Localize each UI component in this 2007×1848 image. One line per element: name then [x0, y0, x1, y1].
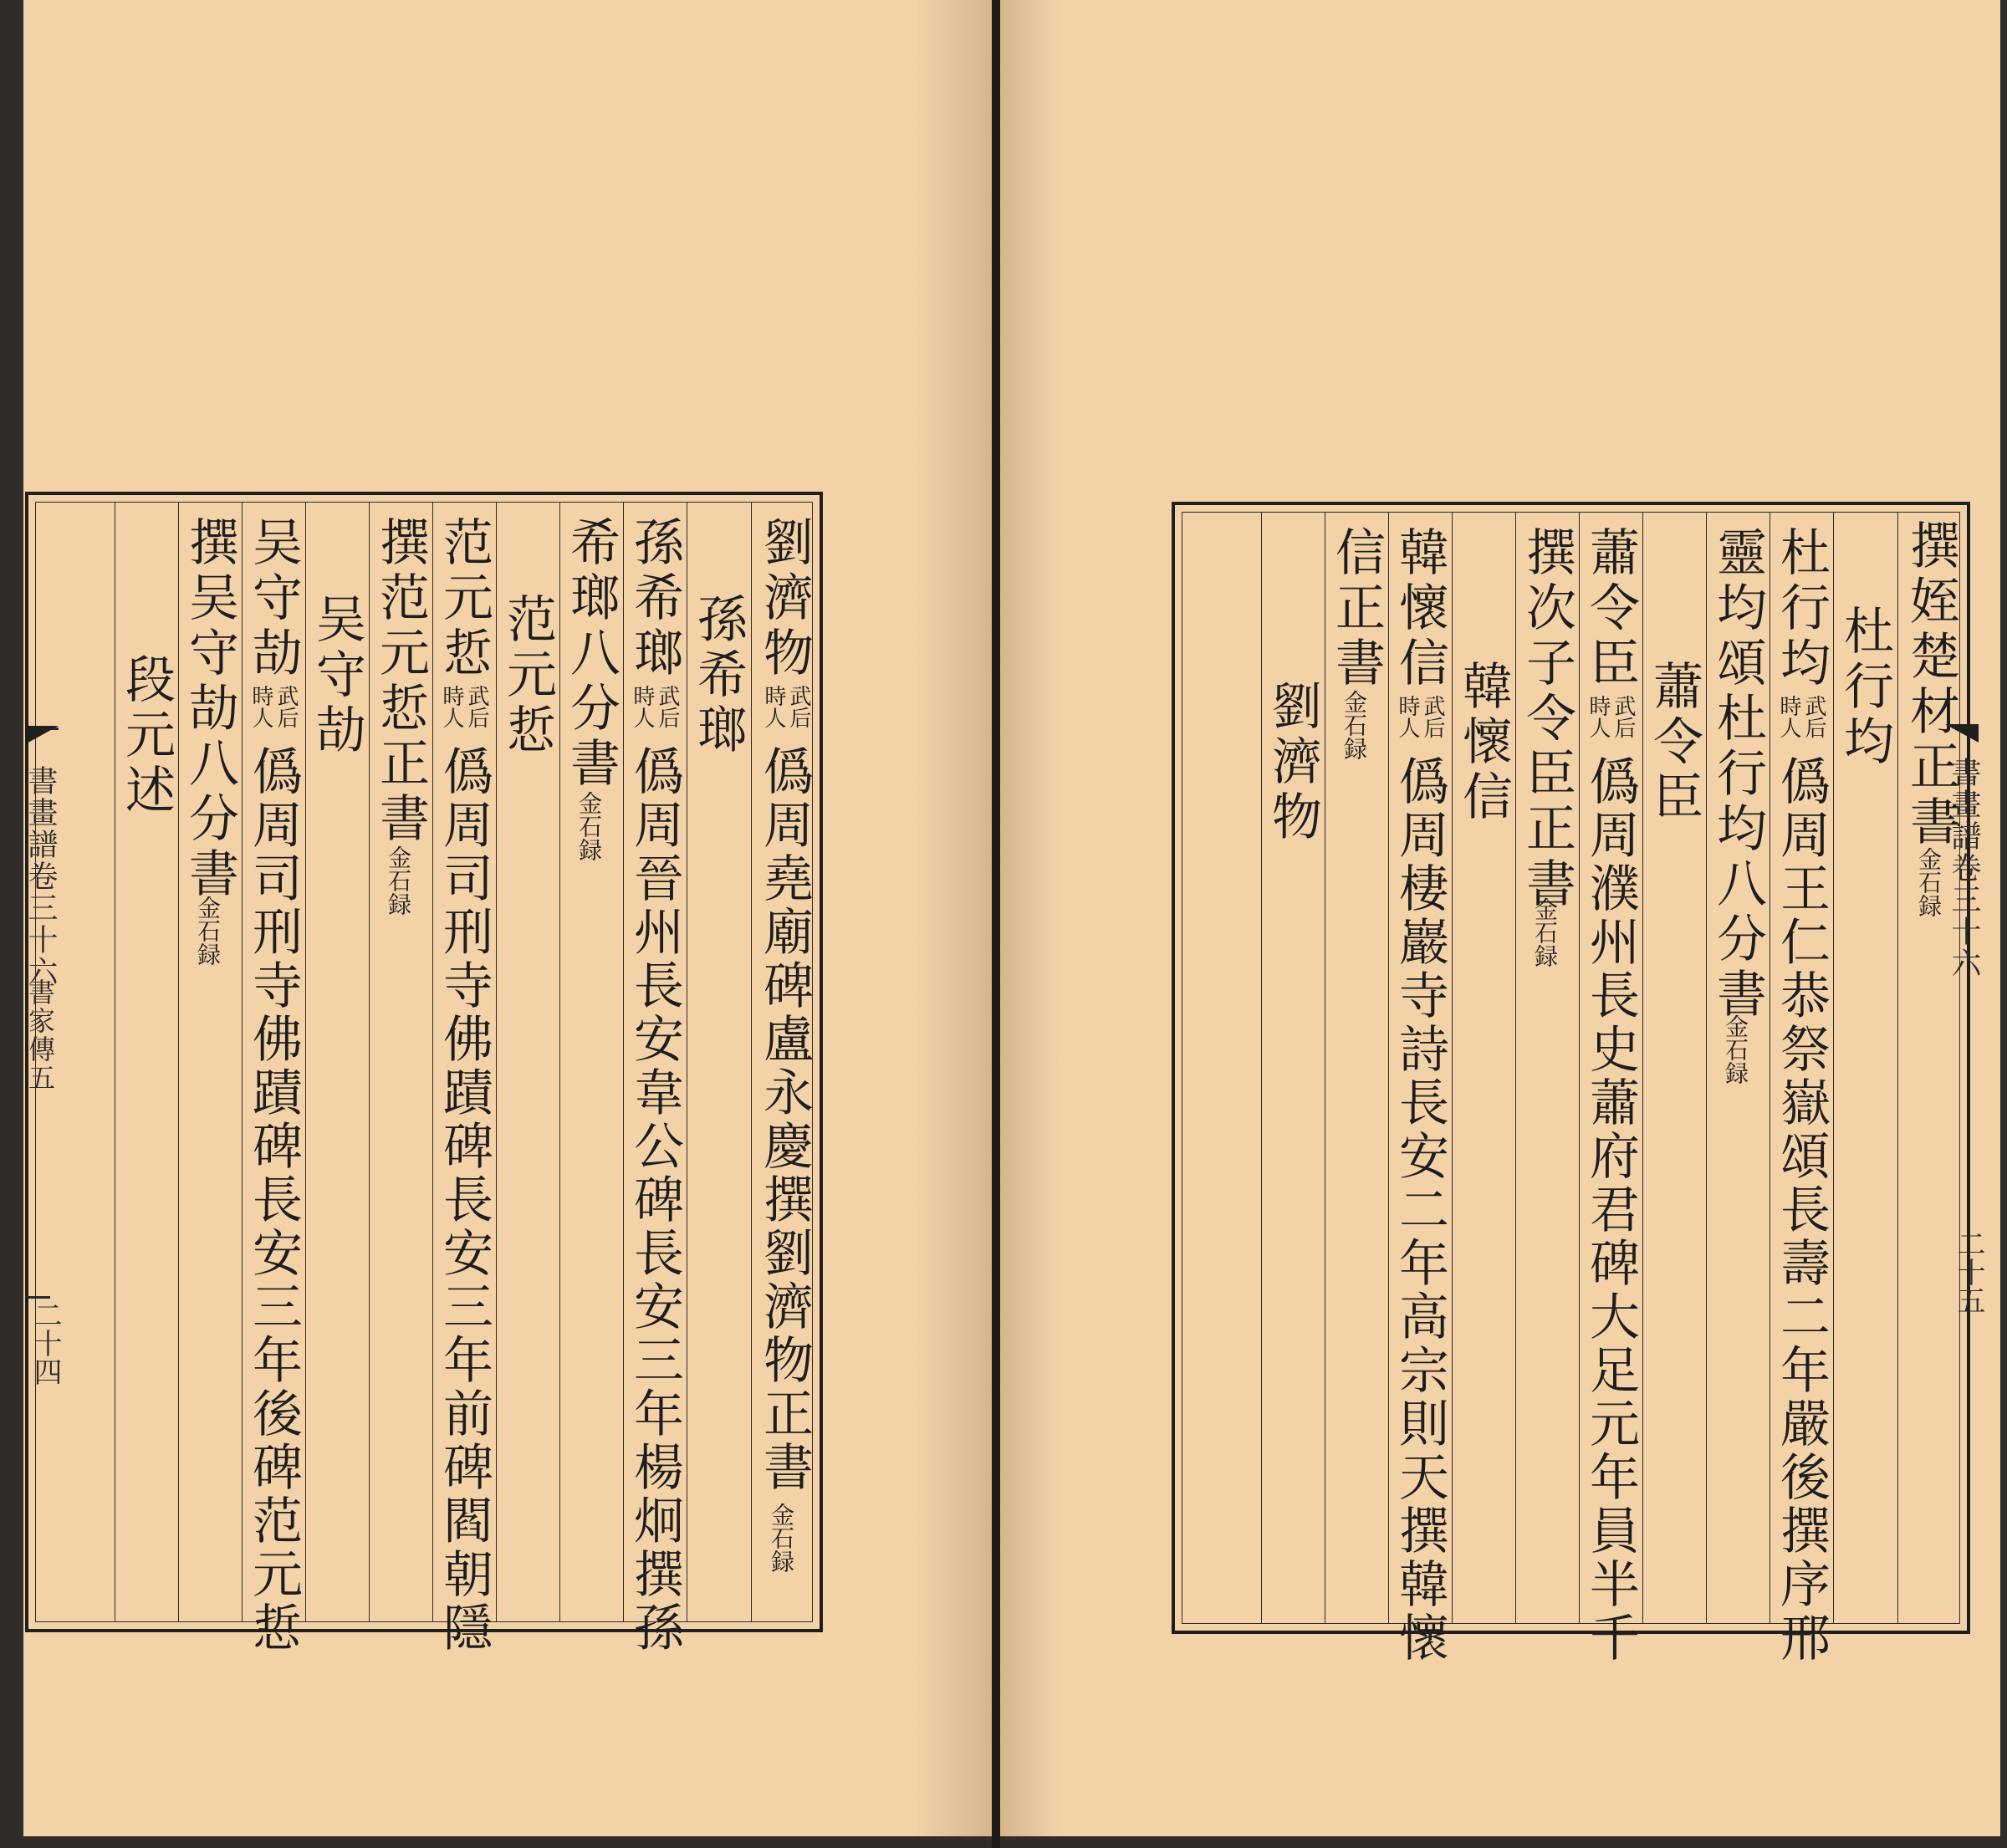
column-text: 蕭令臣 [1581, 526, 1640, 692]
column-note: 武后時人 [630, 685, 680, 728]
right-column-6 [1579, 513, 1642, 1665]
left-margin-section: 書家傳五 [24, 978, 56, 1092]
right-fishtail-ornament [1945, 724, 1979, 743]
right-margin-label: 書畫譜卷三十六 [1947, 757, 1981, 979]
column-text-rest: 僞周司刑寺佛蹟碑長安三年前碑閻朝隱 [435, 745, 493, 1655]
left-fishtail-ornament [25, 726, 59, 744]
right-column-11 [1261, 513, 1325, 1623]
column-text: 希瑯八分書 [562, 516, 620, 792]
column-text: 靈均頌杜行均八分書 [1708, 526, 1767, 1023]
right-column-3 [1770, 513, 1833, 1665]
column-text: 蕭令臣 [1645, 660, 1703, 825]
column-text: 吴守劼 [244, 516, 303, 682]
right-column-4 [1706, 513, 1770, 1623]
column-text-rest: 僞周王仁恭祭嶽頌長壽二年嚴後撰序邢 [1772, 755, 1831, 1665]
column-note: 武后時人 [1395, 695, 1445, 738]
right-column-2 [1833, 513, 1897, 1623]
left-page-number: 二十四 [28, 1300, 62, 1386]
right-column-10 [1325, 513, 1388, 1623]
column-text: 撰次子令臣正書 [1518, 526, 1576, 912]
column-text-rest: 僞周晉州長安韋公碑長安三年楊炯撰孫 [626, 745, 684, 1655]
left-column-9 [242, 503, 305, 1655]
column-text: 韓懷信 [1391, 526, 1449, 692]
left-inner-frame [35, 502, 814, 1655]
column-text: 劉濟物 [1264, 680, 1322, 845]
left-column-3 [623, 503, 687, 1655]
column-note: 武后時人 [761, 685, 811, 728]
right-column-7 [1515, 513, 1579, 1623]
right-column-8 [1452, 513, 1515, 1623]
left-column-1 [751, 503, 818, 1621]
right-column-9 [1388, 513, 1452, 1665]
column-text: 吴守劼 [308, 593, 366, 758]
column-text-rest: 僞周堯廟碑盧永慶撰劉濟物正書 [755, 745, 814, 1494]
column-tail-note: 金石録 [575, 791, 603, 861]
left-column-4 [559, 503, 623, 1621]
column-text: 范元悊 [435, 516, 493, 682]
left-margin-label: 書畫譜卷三十六 [23, 765, 58, 988]
column-tail-note: 金石録 [1531, 897, 1559, 967]
left-column-7 [369, 503, 432, 1621]
column-text: 韓懷信 [1454, 660, 1513, 825]
column-text: 段元述 [117, 653, 176, 819]
right-inner-frame [1182, 512, 1960, 1665]
column-tail-note: 金石録 [1722, 1014, 1749, 1085]
book-gutter [992, 0, 1000, 1848]
column-text: 孫希瑯 [626, 516, 684, 682]
column-text: 杜行均 [1772, 526, 1831, 692]
column-text-rest: 僞周濮州長史蕭府君碑大足元年員半千 [1581, 755, 1640, 1665]
left-column-8 [305, 503, 369, 1621]
column-tail-note: 金石録 [1341, 690, 1368, 760]
right-column-1 [1897, 513, 1964, 1623]
left-text-frame [25, 492, 823, 1655]
column-text: 劉濟物 [755, 516, 814, 682]
column-text: 撰吴守劼八分書 [181, 516, 239, 902]
left-column-2 [687, 503, 751, 1621]
column-text: 杜行均 [1836, 605, 1894, 770]
column-text: 孫希瑯 [689, 593, 748, 758]
column-note: 武后時人 [248, 685, 299, 728]
column-text: 范元悊 [498, 593, 557, 758]
column-text: 撰范元悊正書 [371, 516, 430, 847]
column-tail-note: 金石録 [1915, 847, 1943, 917]
right-page-number: 二十五 [1952, 1229, 1985, 1315]
column-text-rest: 僞周司刑寺佛蹟碑長安三年後碑范元悊 [244, 745, 303, 1655]
column-tail-note: 金石録 [385, 845, 412, 916]
column-note: 武后時人 [439, 685, 489, 728]
left-column-5 [496, 503, 559, 1621]
column-text: 撰姪楚材正書 [1902, 519, 1960, 850]
left-column-10 [178, 503, 242, 1621]
left-column-11 [115, 503, 178, 1621]
column-tail-note: 金石録 [768, 1503, 795, 1573]
right-column-5 [1642, 513, 1706, 1623]
column-text: 信正書 [1327, 526, 1386, 692]
column-note: 武后時人 [1776, 695, 1826, 738]
right-text-frame [1172, 502, 1970, 1665]
column-tail-note: 金石録 [194, 896, 222, 966]
column-text-rest: 僞周棲巖寺詩長安二年高宗則天撰韓懷 [1391, 755, 1449, 1665]
column-note: 武后時人 [1586, 695, 1636, 738]
left-column-6 [432, 503, 496, 1655]
